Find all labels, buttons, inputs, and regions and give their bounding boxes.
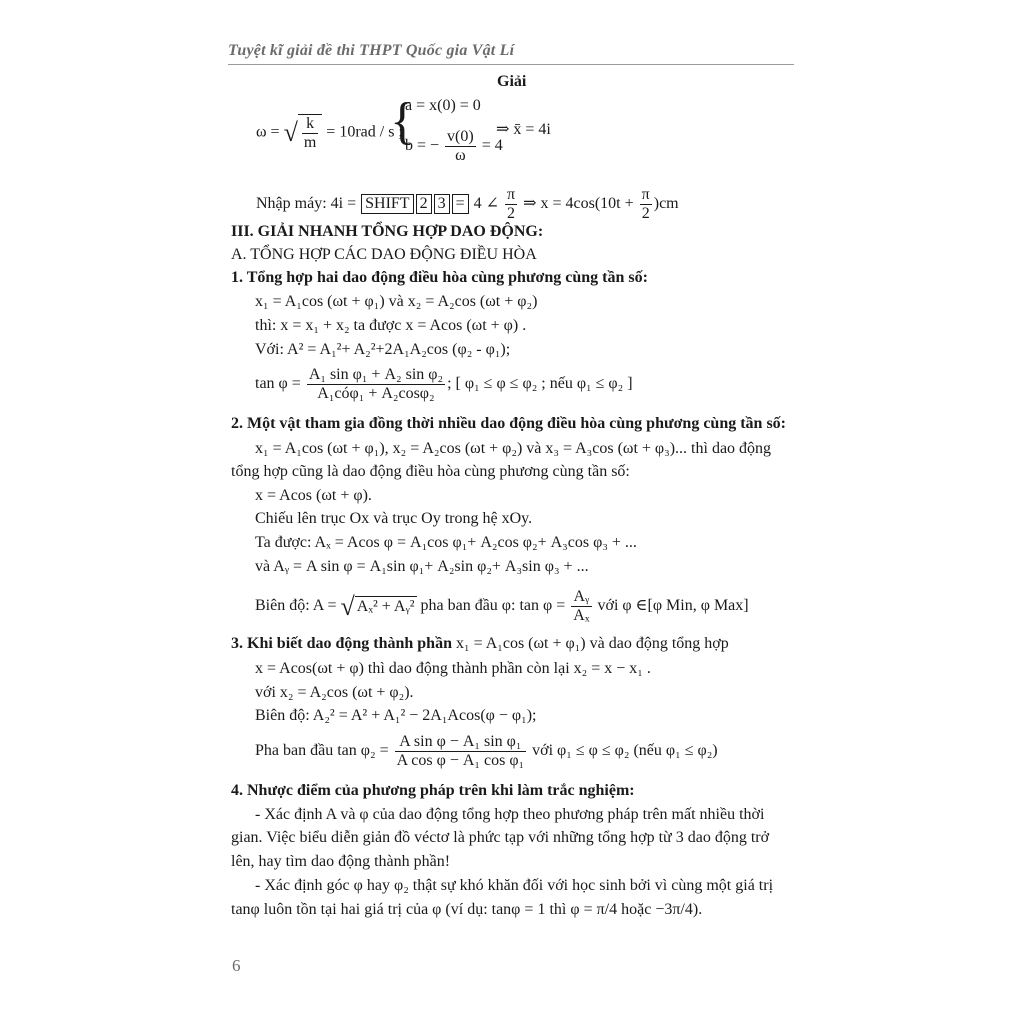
omega-numerator: k — [302, 115, 318, 134]
omega-rhs: = 10rad / s ; — [326, 123, 403, 141]
system-line-b — [405, 128, 503, 165]
pi-denominator: 2 — [507, 205, 516, 222]
part2-line3: x = Acos (ωt + φ). — [255, 487, 372, 504]
amp-mid: pha ban đầu φ: tan φ = — [420, 597, 566, 615]
amp-lhs: Biên độ: A = — [255, 597, 337, 615]
key-3: 3 — [434, 194, 450, 214]
system-brace: { — [390, 93, 415, 150]
phase-rhs: với φ₁ ≤ φ ≤ φ₂ (nếu φ₁ ≤ φ₂) — [532, 742, 718, 760]
running-header: Tuyệt kĩ giải đề thi THPT Quốc gia Vật Lí — [228, 42, 515, 59]
system-line-a: a = x(0) = 0 — [405, 97, 481, 114]
omega-denominator: m — [303, 134, 317, 151]
pi-numerator: π — [507, 186, 516, 203]
tan-numerator: A₁ sin φ₁ + A₂ sin φ₂ — [308, 366, 444, 383]
part1-tan-formula — [255, 366, 633, 403]
tan-rhs: ; [ φ₁ ≤ φ ≤ φ₂ ; nếu φ₁ ≤ φ₂ ] — [447, 375, 633, 393]
calculator-input — [256, 186, 679, 223]
part3-line2: với x₂ = A₂cos (ωt + φ₂). — [255, 684, 414, 701]
input-label: Nhập máy: 4i = — [256, 195, 357, 213]
sys-b-lhs: b = − — [405, 137, 440, 155]
part2-line2: tổng hợp cũng là dao động điều hòa cùng phương cùng tần số: — [231, 463, 630, 480]
sqrt: √ $\frac{k}{m}$ — [284, 114, 323, 152]
part3-title-bold: 3. Khi biết dao động thành phần — [231, 635, 452, 652]
part2-line4: Chiếu lên trục Ox và trục Oy trong hệ xOy. — [255, 510, 533, 527]
pi-numerator-2: π — [641, 186, 650, 203]
part4-line5: tanφ luôn tồn tại hai giá trị của φ (ví dụ: tanφ = 1 thì φ = π/4 hoặc −3π/4). — [231, 901, 703, 918]
key-equals: = — [452, 194, 469, 214]
system-result: ⇒ x̄ = 4i — [496, 121, 551, 138]
part4-line4: - Xác định góc φ hay φ₂ thật sự khó khăn đối với học sinh bởi vì cùng một giá trị — [255, 877, 774, 894]
sys-b-rhs: = 4 — [481, 137, 503, 155]
sys-b-numerator: v(0) — [447, 128, 474, 145]
part4-line1: - Xác định A và φ của dao động tổng hợp theo phương pháp trên mất nhiều thời — [255, 806, 765, 823]
key-shift: SHIFT — [361, 194, 413, 214]
phase-lhs: Pha ban đầu tan φ₂ = — [255, 742, 389, 760]
key-2: 2 — [416, 194, 432, 214]
part2-title: 2. Một vật tham gia đồng thời nhiều dao động điều hòa cùng phương cùng tần số: — [231, 415, 786, 432]
tan-lhs: tan φ = — [255, 375, 301, 393]
part2-line5: Ta được: Aₓ = Acos φ = A₁cos φ₁+ A₂cos φ₂+ A₃cos φ₃ + ... — [255, 534, 637, 551]
part4-line3: lên, hay tìm dao động thành phần! — [231, 853, 451, 870]
part1-line2: thì: x = x₁ + x₂ ta được x = Acos (ωt + φ) . — [255, 317, 527, 334]
amp-root: Aₓ² + Aᵧ² — [356, 598, 415, 615]
part3-title-rest: x₁ = A₁cos (ωt + φ₁) và dao động tổng hợp — [451, 635, 729, 652]
part3-line3: Biên độ: A₂² = A² + A₁² − 2A₁Acos(φ − φ₁); — [255, 707, 537, 724]
part4-title: 4. Nhược điểm của phương pháp trên khi làm trắc nghiệm: — [231, 782, 635, 799]
part3-phase-formula — [255, 733, 718, 770]
input-result: ⇒ x = 4cos(10t + — [523, 195, 634, 213]
amp-numerator: Aᵧ — [571, 588, 591, 607]
part3-title — [231, 634, 729, 654]
phase-denominator: A cos φ − A₁ cos φ₁ — [396, 752, 525, 769]
input-mid: 4 ∠ — [473, 195, 500, 213]
pi-denominator-2: 2 — [641, 205, 650, 222]
section-subtitle: A. TỔNG HỢP CÁC DAO ĐỘNG ĐIỀU HÒA — [231, 246, 537, 263]
part1-title: 1. Tổng hợp hai dao động điều hòa cùng phương cùng tần số: — [231, 269, 648, 286]
part4-line2: gian. Việc biểu diễn giản đồ véctơ là phức tạp với những tổng hợp từ 3 dao động trở — [231, 829, 770, 846]
part1-line1: x₁ = A₁cos (ωt + φ₁) và x₂ = A₂cos (ωt + φ₂) — [255, 293, 538, 310]
part2-amplitude — [255, 588, 749, 625]
header-rule — [228, 64, 794, 65]
part2-line6: và Aᵧ = A sin φ = A₁sin φ₁+ A₂sin φ₂+ A₃sin φ₃ + ... — [255, 558, 589, 575]
omega-lhs: ω = — [256, 123, 280, 141]
sys-b-denominator: ω — [455, 147, 466, 164]
section-title: III. GIẢI NHANH TỔNG HỢP DAO ĐỘNG: — [231, 223, 544, 240]
amp-sqrt: √ Aₓ² + Aᵧ² — [340, 591, 415, 621]
amp-rhs: với φ ∈[φ Min, φ Max] — [597, 597, 749, 615]
part3-line1: x = Acos(ωt + φ) thì dao động thành phần còn lại x₂ = x − x₁ . — [255, 660, 651, 677]
part2-line1: x₁ = A₁cos (ωt + φ₁), x₂ = A₂cos (ωt + φ₂) và x₃ = A₃cos (ωt + φ₃)... thì dao động — [255, 440, 772, 457]
amp-denominator: Aₓ — [573, 607, 590, 624]
input-end: )cm — [653, 195, 679, 213]
page-number: 6 — [232, 956, 241, 975]
solution-heading: Giải — [497, 73, 527, 90]
omega-formula — [256, 114, 403, 152]
part1-line3: Với: A² = A₁²+ A₂²+2A₁A₂cos (φ₂ - φ₁); — [255, 341, 511, 358]
tan-denominator: A₁cóφ₁ + A₂cosφ₂ — [317, 385, 435, 402]
phase-numerator: A sin φ − A₁ sin φ₁ — [395, 733, 527, 752]
